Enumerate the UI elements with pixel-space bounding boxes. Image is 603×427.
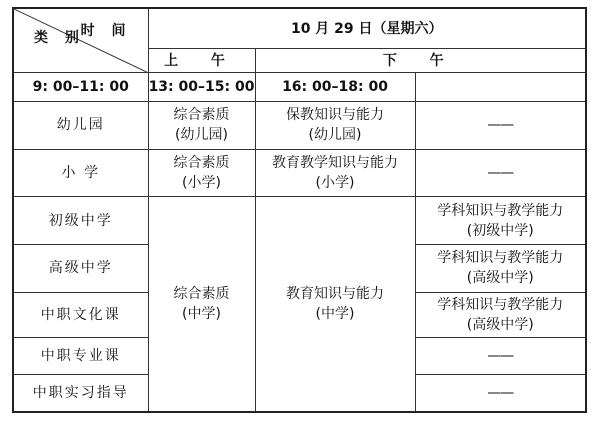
category-kindergarten: 幼儿园 xyxy=(13,101,148,149)
category-primary: 小 学 xyxy=(13,149,148,197)
cell-pm2-vocational-specialty: —— xyxy=(415,338,586,375)
header-am: 上 午 xyxy=(148,49,255,73)
cell-pm2-junior-middle: 学科知识与教学能力 (初级中学) xyxy=(415,197,586,245)
category-vocational-practice: 中职实习指导 xyxy=(13,374,148,412)
category-senior-middle: 高级中学 xyxy=(13,244,148,292)
category-junior-middle: 初级中学 xyxy=(13,197,148,245)
cell-pm1-kindergarten: 保教知识与能力 (幼儿园) xyxy=(255,101,415,149)
header-slot-3: 16: 00–18: 00 xyxy=(255,73,415,101)
category-vocational-specialty: 中职专业课 xyxy=(13,338,148,375)
cell-pm2-vocational-culture: 学科知识与教学能力 (高级中学) xyxy=(415,292,586,338)
header-time-label: 时 间 xyxy=(80,23,132,39)
cell-am-kindergarten: 综合素质 (幼儿园) xyxy=(148,101,255,149)
header-category-label: 类 别 xyxy=(34,30,85,47)
cell-pm1-primary: 教育教学知识与能力 (小学) xyxy=(255,149,415,197)
cell-am-middle-merged: 综合素质 (中学) xyxy=(148,197,255,412)
category-vocational-culture: 中职文化课 xyxy=(13,292,148,338)
header-pm: 下 午 xyxy=(255,49,586,73)
header-date: 10 月 29 日（星期六） xyxy=(148,8,586,49)
header-corner-cell xyxy=(13,8,148,73)
cell-pm2-senior-middle: 学科知识与教学能力 (高级中学) xyxy=(415,244,586,292)
cell-pm1-middle-merged: 教育知识与能力 (中学) xyxy=(255,197,415,412)
exam-schedule-table xyxy=(12,7,587,413)
header-slot-2: 13: 00–15: 00 xyxy=(148,73,255,101)
header-slot-1: 9: 00–11: 00 xyxy=(13,73,148,101)
cell-pm2-primary: —— xyxy=(415,149,586,197)
cell-pm2-kindergarten: —— xyxy=(415,101,586,149)
cell-am-primary: 综合素质 (小学) xyxy=(148,149,255,197)
cell-pm2-vocational-practice: —— xyxy=(415,374,586,412)
